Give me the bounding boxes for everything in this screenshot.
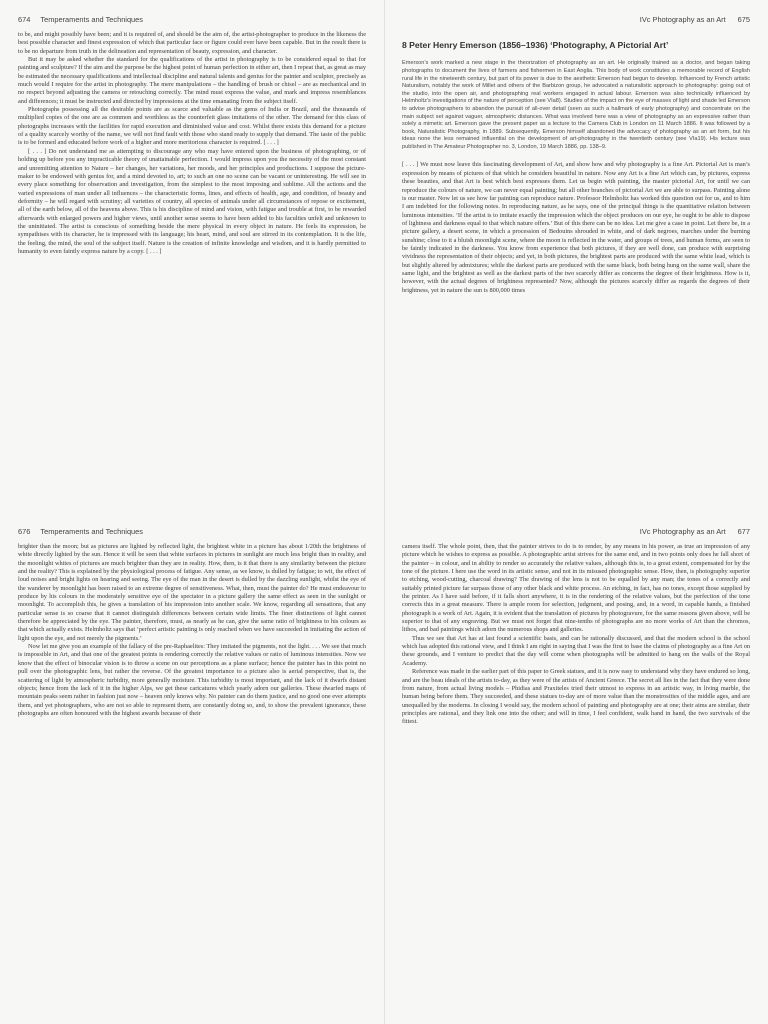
running-header — [402, 15, 750, 24]
paragraph: But it may be asked whether the standard for the qualifications of the artist in photography is to be considered equal to that for painting and sculpture? If the aim and the purpose be the highest point of human perfection in either art, then I repeat that, as great as may be estimated the necessary qualifications and intellectual discipline and natural talents and genius for the painter and sculptor, precisely as much would I require for the artist in photography. The mere manipulations – the handling of brush or chisel – are as mechanical and in no respect beyond adjusting the camera or retouching correctly. The mind must express the value, and mark and impress resemblances and differences; it must be instructed and directed by impressions at the time emanating from the subject itself. — [18, 56, 366, 105]
running-header — [402, 527, 750, 536]
running-header — [18, 15, 366, 24]
section-title: 8 Peter Henry Emerson (1856–1936) ‘Photography, A Pictorial Art’ — [402, 40, 669, 50]
paragraph: brighter than the moon; but as pictures are lighted by reflected light, the brightest white in a picture has about 1/20th the brightness of white directly lighted by the sun. Hence it will be seen that white surfaces in pictures in sunlight are much less bright than in reality, and the moonlight whites of pictures are much brighter than they are in reality. How, then, is it that there is any similarity between the picture and the reality? This is explained by the physiological process of fatigue. Any sense, as we know, is dulled by fatigue; to wit, the effect of loud noises and bright lights on hearing and seeing. The eye of the man in the desert is dulled by the dazzling sunlight, whilst the eye of the wanderer by moonlight has been raised to an extreme degree of sensitiveness. What, then, must the painter do? He must endeavour to produce by his colours in the moderately sensitive eye of the spectator in a picture gallery the same effect as seen in the sunlight or moonlight. To accomplish this, he gives a translation of his impression into another scale. We know, regarding all sensations, that any particular sense is so coarse that it cannot distinguish differences between certain wide limits. The finer distinctions of light cannot therefore be appreciated by the eye. The painter, therefore, must, as nearly as he can, give the same ratio of brightness to his colours as that which actually exists. Helmholtz says that ‘perfect artistic painting is only reached when we have succeeded in imitating the action of light upon the eye, and not merely the pigments.’ — [18, 543, 366, 642]
page-number: 674 — [18, 15, 31, 24]
paragraph: Photographs possessing all the desirable points are as scarce and valuable as the gems of India or Brazil, and the thousands of multiplied copies of the one are as common and worthless as the counterfeit glass imitations of the other. The demand for this class of photographs increases with the facilities for rapid execution and diminished value and cost. Whilst there exists this demand for a picture of a quality scarcely worthy of the name, we will not find fault with those who stand ready to supply that demand. The taste of the public is to be formed and educated before work of a higher and more meritorious character is required. [ . . . ] — [18, 106, 366, 147]
paragraph: camera itself. The whole point, then, that the painter strives to do is to render, by any means in his power, as true an impression of any picture which he wishes to express as possible. A photographic artist strives for the same end, and in two points only does he fall short of the painter – in colour, and in ability to render so accurately the relative values, although this is, to a great extent, compensated for by the tone of the picture. I here use the word in its artistic sense, and not in its misused photographic sense. How, then, is photography superior to etching, wood-cutting, charcoal drawing? The drawing of the lens is not to be equalled by any man; the tones of a correctly and suitably printed picture far surpass those of any other black and white process. An etching, in fact, has no tones, except those supplied by the printer. As I have said before, if it falls short anywhere, it is in the rendering of the relative values, but the perfection of the tone corrects this in a great measure. There is ample room for selection, judgment, and posing, and, in a word, in capable hands, a finished photograph is a work of Art. Again, it is evident that the translation of pictures by photogravure, for the same reasons given above, will be superior to that of any engraving. But we must not forget that nine-tenths of photographs are no more works of Art than the chromos, lithos, and bad paintings which adorn the numerous shops and galleries. — [402, 543, 750, 634]
paragraph: Reference was made in the earlier part of this paper to Greek statues, and it is now easy to understand why they have endured so long, and are the beau ideals of the artists to-day, as they were of the artists of Ancient Greece. The secret all lies in the fact that they were done from nature, from actual living models – Phidias and Praxiteles tried their utmost to express in an artistic way, in living marble, the human being before them. They succeeded, and these statues to-day are of more value than the monstrosities of the middle ages, and are unequalled by the moderns. In closing I would say, the modern school of painting and photography are at one; their aims are similar, their principles are rational, and they link one into the other; and will in time, I feel confident, walk hand in hand, the two survivals of the fittest. — [402, 668, 750, 726]
running-head-title: IVc Photography as an Art — [639, 527, 726, 536]
paragraph: Now let me give you an example of the fallacy of the pre-Raphaelites: They imitated the pigments, not the light. . . . We see that much is impossible in Art, and that one of the greatest points is rendering correctly the relative values or ratio of luminous intensities. Now we know that the effect of binocular vision is to throw a scene on our perceptions as a plane surface; hence the painter has in this point no pull over the photographic lens, but rather the reverse. Of the greatest importance to a picture also is aerial perspective, that is, the scattering of light by atmospheric turbidity, more generally moisture. This turbidity is most important, and the lack of it dwarfs distant objects; hence from the lack of it in the higher Alps, we get these caricatures which yearly adorn our galleries. These dwarfed maps of mountain peaks seem rather in fashion just now – heaven only knows why. No painter can do them justice, and no good one ever attempts them, and yet photographers, who are not so able to represent them, are constantly doing so, and, to show the prevalent ignorance, these photographs are often honoured with the highest awards because of their — [18, 643, 366, 717]
page-body — [402, 31, 750, 506]
page-body — [18, 543, 366, 1018]
page-677 — [384, 512, 768, 1024]
page-divider — [384, 0, 385, 1024]
paragraph: [ . . . ] We must now leave this fascinating development of Art, and show how and why photography is a fine Art. Pictorial Art is man’s expression by means of pictures of that which he considers beautiful in nature. Now any Art is a fine Art which can, by pictures, express these beauties, and that Art is best which best expresses them. Let us begin with painting, the master pictorial Art, for until we can reproduce the colours of nature, we can never equal painting; but all other branches of pictorial Art we are able to surpass. Painting alone is our master. Now let us see how far painting can reproduce nature. Professor Helmholtz has worked this question out for us, and to him I am indebted for the following notes. In reproducing nature, as he says, one of the principal things is the quantitative relation between luminous intensities. ‘If the artist is to imitate exactly the impression which the object produces on our eye, he ought to be able to dispose of lightness and darkness equal to that which nature offers.’ But of this there can be no idea. Let me give a case in point. Let there be, in a picture gallery, a desert scene, in which a procession of Bedouins shrouded in white, and of dark negroes, marches under the burning sunshine; close to it a bluish moonlight scene, where the moon is reflected in the water, and groups of trees, and human forms, are seen to be faintly indicated in the darkness. You know from experience that both pictures, if they are well done, can produce with surprising vividness the representation of their objects; and yet, in both pictures, the brightest parts are produced with the same white lead, which is but slightly altered by admixtures; while the darkest parts are produced with the same black, both being hung on the same wall, share the same light, and the brightest as well as the darkest parts of the two scarcely differ as concerns the degree of their brightness. How is it, however, with the actual degrees of brightness represented? Now, although the pictures scarcely differ as regards the degrees of their brightness, yet in nature the sun is 800,000 times — [402, 161, 750, 294]
page-number: 677 — [737, 527, 750, 536]
running-head-title: IVc Photography as an Art — [639, 15, 726, 24]
running-header — [18, 527, 366, 536]
running-head-title: Temperaments and Techniques — [40, 15, 143, 24]
page-number: 675 — [737, 15, 750, 24]
page-675 — [384, 0, 768, 512]
page-body — [402, 543, 750, 1018]
page-body — [18, 31, 366, 506]
paragraph: Thus we see that Art has at last found a scientific basis, and can be rationally discussed, and that the modern school is the school which has adopted this rational view, and I think I am right in saying that I was the first to base the claims of photography as a fine Art on these grounds, and I venture to predict that the day will come when photographs will be admitted to hang on the walls of the Royal Academy. — [402, 634, 750, 667]
page-number: 676 — [18, 527, 31, 536]
paragraph: to be, and might possibly have been; and it is required of, and should be the aim of, the artist-photographer to produce in the likeness the best possible character and finest expression of which that particular face or figure could ever have been capable. But in the result there is to be no departure from truth in the delineation and representation of beauty, expression, and character. — [18, 31, 366, 55]
running-head-title: Temperaments and Techniques — [40, 527, 143, 536]
page-676 — [0, 512, 384, 1024]
editorial-introduction: Emerson’s work marked a new stage in the theorization of photography as an art. He originally trained as a doctor, and began taking photographs to document the lives of farmers and fishermen in East Anglia. This body of work constitutes a memorable record of English rural life in the nineteenth century, but part of its power is due to the aesthetic Emerson had begun to develop. Influenced by French artistic Naturalism, notably the work of Millet and others of the Barbizon group, he advocated a naturalistic approach to photography: going out of the studio, into the open air, and photographing real workers engaged in actual labour. Emerson was also technically influenced by Helmholtz’s investigations of the nature of perception (see VIa8). Studies of the impact on the eye of masses of light and shade led Emerson to advise photographers to abandon the pursuit of all-over detail (seen as such a hallmark of early photography) and concentrate on the main subject set against vaguer, atmospheric distances. What was involved here was a view of photography as an expressive rather than solely a mimetic art. Emerson gave the present paper as a lecture to the Camera Club in London on 11 March 1886. It was followed by a book, Naturalistic Photography, in 1889. Subsequently, Emerson himself abandoned the advocacy of photography as an art form, but his ideas none the less remained influential on the development of art-photography in the twentieth century (see VIa19). His lecture was published in The Amateur Photographer no. 3, London, 19 March 1886, pp. 138–9. — [402, 60, 750, 150]
page-674 — [0, 0, 384, 512]
paragraph: [ . . . ] Do not understand me as attempting to discourage any who may have entered upon the business of photographing, or of holding up before you any impracticable theory of unattainable perfection. I would impress upon you the necessity of the most constant and unremitting attention to Nature – her changes, her variations, her moods, and her principles and productions. I suppose the picture-maker to be endowed with genius for, and a mind devoted to, art; to such an one no scene can be vacant or uninteresting. He will see in every place something for observation and investigation, from the simplest to the most imposing and sublime. All the actions and the varied expressions of man under all influences – the characteristic forms, lines, and effects of health, age, and condition, of beauty and deformity – he will regard with scrutiny; all varieties of country, all species of animals under all circumstances of repose or excitement, all of the earth below, all of the heavens above. This is his discipline of mind and vision, with fatigue and trouble at first, to be rewarded afterwards with enlarged powers and higher views, until another sense seems to have been added to his faculties unfelt and unknown to the uninitiated. The artist is conscious of something beside the mere physical in every object in nature. He feels its expression, he sympathises with its character, he is impressed with its language; his heart, mind, and soul are stirred in its contemplation. It is the life, the feeling, the mind, the soul of the subject itself. Nature is the creation of infinite knowledge and wisdom, and it is hardly permitted to humanity to even faintly express nature by a copy. [ . . . ] — [18, 147, 366, 255]
